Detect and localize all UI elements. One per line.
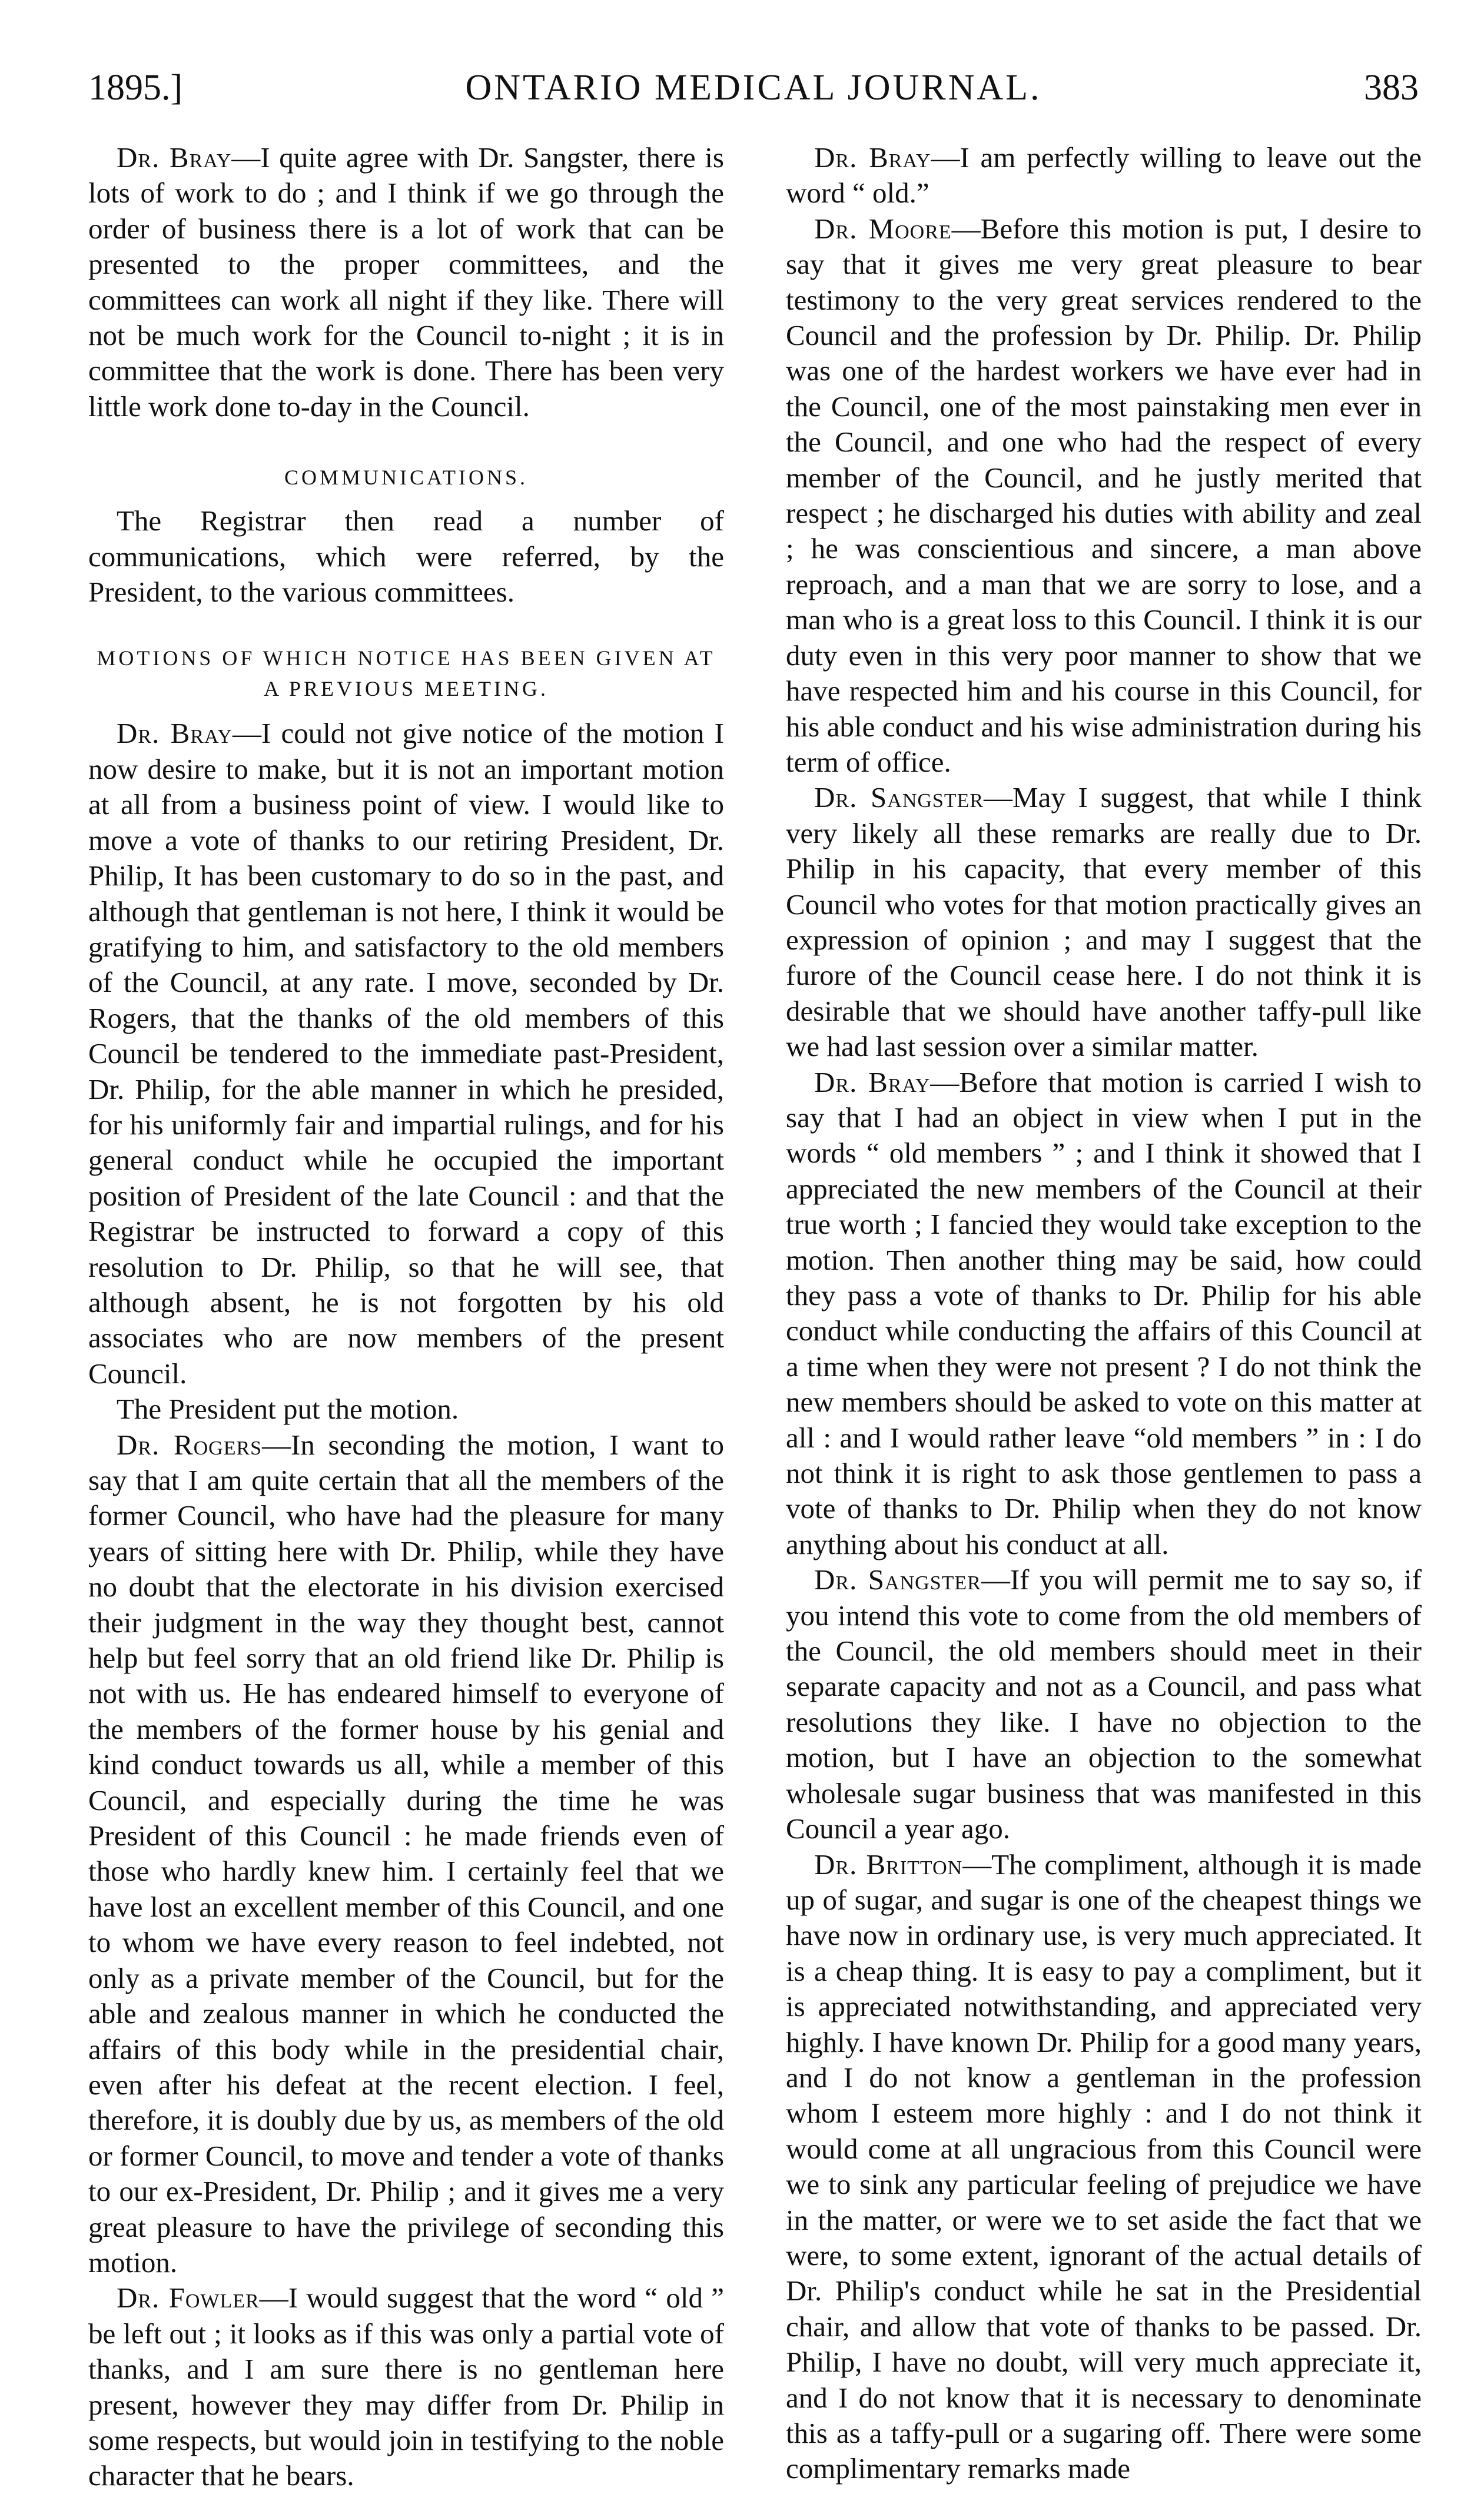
speaker-name: Dr. Rogers	[117, 1428, 263, 1461]
paragraph-text: —I am perfectly willing to leave out the word “ old.”	[786, 141, 1422, 210]
paragraph	[786, 1562, 1422, 1847]
paragraph-text: —May I suggest, that while I think very likely all these remarks are really due to Dr. Philip in his capacity, that every member of this Council who votes for that motion practically gives an expression of opinion ; and may I suggest that the furore of the Council cease here. I do not think it is desirable that we should have another taffy-pull like we had last session over a similar matter.	[786, 781, 1422, 1063]
paragraph	[786, 140, 1422, 211]
paragraph-text: —Before that motion is carried I wish to say that I had an object in view when I put in the words “ old members ” ; and I think it showed that I appreciated the new members of the Council at their true worth ; I fancied they would take exception to the motion. Then another thing may be said, how could they pass a vote of thanks to Dr. Philip for his able conduct while conducting the affairs of this Council at a time when they were not present ? I do not think the new members should be asked to vote on this matter at all : and I would rather leave “old members ” in : I do not think it is right to ask those gentlemen to pass a vote of thanks to Dr. Philip when they do not know anything about his conduct at all.	[786, 1065, 1422, 1560]
paragraph-text: —Before this motion is put, I desire to say that it gives me very great pleasure to bear testimony to the very great services rendered to the Council and the profession by Dr. Philip. Dr. Philip was one of the hardest workers we have ever had in the Council, one of the most painstaking men ever in the Council, and one who had the respect of every member of the Council, and he justly merited that respect ; he discharged his duties with ability and zeal ; he was conscientious and sincere, a man above reproach, and a man that we are sorry to lose, and a man who is a great loss to this Council. I think it is our duty even in this very poor manner to show that we have respected him and his course in this Council, for his able conduct and his wise administration during his term of office.	[786, 212, 1422, 778]
paragraph	[786, 1065, 1422, 1563]
speaker-name: Dr. Sangster	[814, 1563, 981, 1596]
section-heading-motions: MOTIONS OF WHICH NOTICE HAS BEEN GIVEN AT A PREVIOUS MEETING.	[97, 646, 716, 701]
paragraph: The President put the motion.	[117, 1393, 459, 1426]
speaker-name: Dr. Bray	[117, 141, 232, 174]
speaker-name: Dr. Bray	[814, 1065, 931, 1098]
running-header	[88, 61, 1419, 114]
paragraph	[88, 2280, 724, 2493]
left-column	[88, 140, 724, 2494]
header-year: 1895.]	[88, 68, 183, 108]
paragraph-text: —If you will permit me to say so, if you intend this vote to come from the old members of the Council, the old members should meet in their separate capacity and not as a Council, and pass what resolutions they like. I have no objection to the motion, but I have an objection to the somewhat wholesale sugar business that was manifested in this Council a year ago.	[786, 1563, 1422, 1845]
speaker-name: Dr. Moore	[814, 212, 952, 245]
right-column	[786, 140, 1422, 2487]
paragraph	[786, 211, 1422, 781]
paragraph: The Registrar then read a number of communications, which were referred, by the President, to the various committees.	[88, 504, 724, 609]
paragraph	[88, 1427, 724, 2281]
paragraph	[786, 1847, 1422, 2487]
paragraph	[88, 140, 724, 424]
speaker-name: Dr. Fowler	[117, 2282, 260, 2314]
speaker-name: Dr. Britton	[814, 1848, 963, 1881]
journal-title: ONTARIO MEDICAL JOURNAL.	[465, 68, 1042, 108]
paragraph	[786, 780, 1422, 1064]
page-number: 383	[1364, 68, 1419, 108]
paragraph-text: —The compliment, although it is made up of sugar, and sugar is one of the cheapest things we have now in ordinary use, is very much appreciated. It is a cheap thing. It is easy to pay a compliment, but it is appreciated notwithstanding, and appreciated very highly. I have known Dr. Philip for a good many years, and I do not know a gentleman in the profession whom I esteem more highly : and I do not think it would come at all ungracious from this Council were we to sink any particular feeling of prejudice we have in the matter, or were we to set aside the fact that we were, to some extent, ignorant of the actual details of Dr. Philip's conduct while he sat in the Presidential chair, and allow that vote of thanks to be passed. Dr. Philip, I have no doubt, will very much appreciate it, and I do not know that it is necessary to denominate this as a taffy-pull or a sugaring off. There were some complimentary remarks made	[786, 1848, 1422, 2485]
paragraph-text: —I would suggest that the word “ old ” be left out ; it looks as if this was only a partial vote of thanks, and I am sure there is no gentleman here present, however they may differ from Dr. Philip in some respects, but would join in testifying to the noble character that he bears.	[88, 2282, 724, 2492]
paragraph-text: —I could not give notice of the motion I now desire to make, but it is not an important motion at all from a business point of view. I would like to move a vote of thanks to our retiring President, Dr. Philip, It has been customary to do so in the past, and although that gentleman is not here, I think it would be gratifying to him, and satisfactory to the old members of the Council, at any rate. I move, seconded by Dr. Rogers, that the thanks of the old members of this Council be tendered to the immediate past-President, Dr. Philip, for the able manner in which he presided, for his uniformly fair and impartial rulings, and for his general conduct while he occupied the important position of President of the late Council : and that the Registrar be instructed to forward a copy of this resolution to Dr. Philip, so that he will see, that although absent, he is not forgotten by his old associates who are now members of the present Council.	[88, 717, 724, 1390]
speaker-name: Dr. Bray	[117, 717, 233, 750]
section-heading-communications: COMMUNICATIONS.	[284, 466, 529, 490]
paragraph	[88, 716, 724, 1392]
paragraph-text: —I quite agree with Dr. Sangster, there is lots of work to do ; and I think if we go through the order of business there is a lot of work that can be presented to the proper committees, and the committees can work all night if they like. There will not be much work for the Council to-night ; it is in committee that the work is done. There has been very little work done to-day in the Council.	[88, 141, 724, 423]
speaker-name: Dr. Sangster	[814, 781, 984, 814]
speaker-name: Dr. Bray	[814, 141, 931, 174]
paragraph-text: —In seconding the motion, I want to say that I am quite certain that all the members of the former Council, who have had the pleasure for many years of sitting here with Dr. Philip, while they have no doubt that the electorate in his division exercised their judgment in the way they thought best, cannot help but feel sorry that an old friend like Dr. Philip is not with us. He has endeared himself to everyone of the members of the former house by his genial and kind conduct towards us all, while a member of this Council, and especially during the time he was President of this Council : he made friends even of those who hardly knew him. I certainly feel that we have lost an excellent member of this Council, and one to whom we have every reason to feel indebted, not only as a private member of the Council, but for the able and zealous manner in which he conducted the affairs of this body while in the presidential chair, even after his defeat at the recent election. I feel, therefore, it is doubly due by us, as members of the old or former Council, to move and tender a vote of thanks to our ex-President, Dr. Philip ; and it gives me a very great pleasure to have the privilege of seconding this motion.	[88, 1428, 724, 2279]
